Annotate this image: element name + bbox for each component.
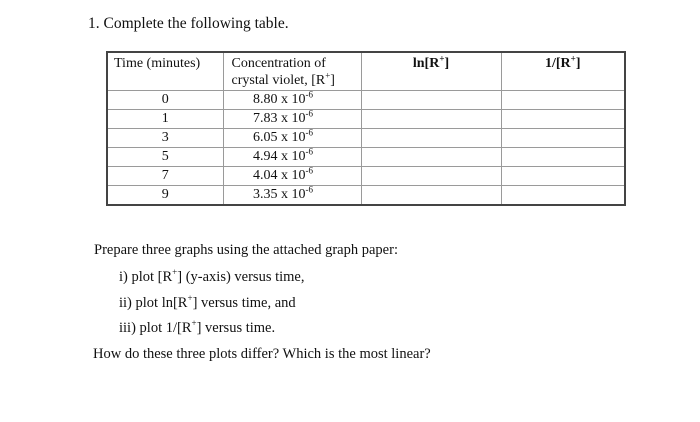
concentration-base: 7.83 x 10 [253, 111, 306, 126]
concentration-exponent: -6 [305, 184, 313, 195]
header-inverse-prefix: 1/[R [545, 56, 571, 71]
concentration-cell [223, 148, 361, 167]
inverse-cell[interactable] [501, 148, 625, 167]
graph-item-3-suffix: ] versus time. [196, 320, 276, 336]
ln-cell[interactable] [361, 110, 501, 129]
time-cell: 9 [107, 186, 223, 206]
concentration-base: 4.94 x 10 [253, 149, 306, 164]
graph-instructions: Prepare three graphs using the attached graph paper: [94, 242, 398, 258]
header-ln-suffix: ] [444, 56, 450, 71]
ln-cell[interactable] [361, 91, 501, 110]
inverse-cell[interactable] [501, 186, 625, 206]
closing-question: How do these three plots differ? Which is the most linear? [93, 346, 431, 362]
ln-cell[interactable] [361, 129, 501, 148]
ln-cell[interactable] [361, 148, 501, 167]
concentration-exponent: -6 [305, 108, 313, 119]
header-concentration-line2-sup: + [325, 70, 331, 81]
table-row [107, 148, 625, 167]
graph-item-2-prefix: ii) plot ln[R [119, 295, 188, 311]
header-time-label: Time (minutes) [114, 56, 201, 71]
concentration-base: 6.05 x 10 [253, 130, 306, 145]
time-cell: 7 [107, 167, 223, 186]
concentration-base: 8.80 x 10 [253, 92, 306, 107]
header-inverse-sup: + [570, 53, 576, 64]
concentration-cell [223, 91, 361, 110]
header-inverse [501, 52, 625, 91]
table-row [107, 91, 625, 110]
ln-cell[interactable] [361, 167, 501, 186]
header-ln-sup: + [439, 53, 445, 64]
header-ln [361, 52, 501, 91]
graph-item-3-sup: + [191, 318, 197, 329]
table-row [107, 167, 625, 186]
graph-item-3 [119, 318, 275, 338]
inverse-cell[interactable] [501, 91, 625, 110]
table-row [107, 186, 625, 206]
graph-item-2 [119, 293, 296, 313]
concentration-base: 4.04 x 10 [253, 168, 306, 183]
concentration-base: 3.35 x 10 [253, 187, 306, 202]
inverse-cell[interactable] [501, 167, 625, 186]
header-concentration-line2-prefix: crystal violet, [R [231, 73, 326, 88]
time-cell: 5 [107, 148, 223, 167]
table-row [107, 129, 625, 148]
concentration-exponent: -6 [305, 127, 313, 138]
header-concentration-line2 [231, 70, 335, 88]
concentration-cell [223, 167, 361, 186]
graph-item-2-sup: + [187, 293, 193, 304]
concentration-exponent: -6 [305, 89, 313, 100]
graph-item-1 [119, 267, 305, 287]
header-concentration [223, 52, 361, 91]
concentration-exponent: -6 [305, 146, 313, 157]
header-concentration-line1: Concentration of [231, 56, 326, 71]
header-concentration-line2-suffix: ] [330, 73, 335, 88]
concentration-cell [223, 110, 361, 129]
time-cell: 1 [107, 110, 223, 129]
graph-item-1-prefix: i) plot [R [119, 269, 173, 285]
concentration-cell [223, 129, 361, 148]
header-time [107, 52, 223, 91]
header-ln-prefix: ln[R [412, 56, 440, 71]
table-row [107, 110, 625, 129]
data-table [106, 51, 626, 206]
inverse-cell[interactable] [501, 129, 625, 148]
graph-item-1-suffix: ] (y-axis) versus time, [177, 269, 305, 285]
question-title: 1. Complete the following table. [88, 15, 289, 32]
time-cell: 3 [107, 129, 223, 148]
graph-item-3-prefix: iii) plot 1/[R [119, 320, 192, 336]
inverse-cell[interactable] [501, 110, 625, 129]
graph-item-2-suffix: ] versus time, and [192, 295, 296, 311]
time-cell: 0 [107, 91, 223, 110]
ln-cell[interactable] [361, 186, 501, 206]
graph-item-1-sup: + [172, 267, 178, 278]
concentration-cell [223, 186, 361, 206]
concentration-exponent: -6 [305, 165, 313, 176]
header-inverse-suffix: ] [575, 56, 581, 71]
